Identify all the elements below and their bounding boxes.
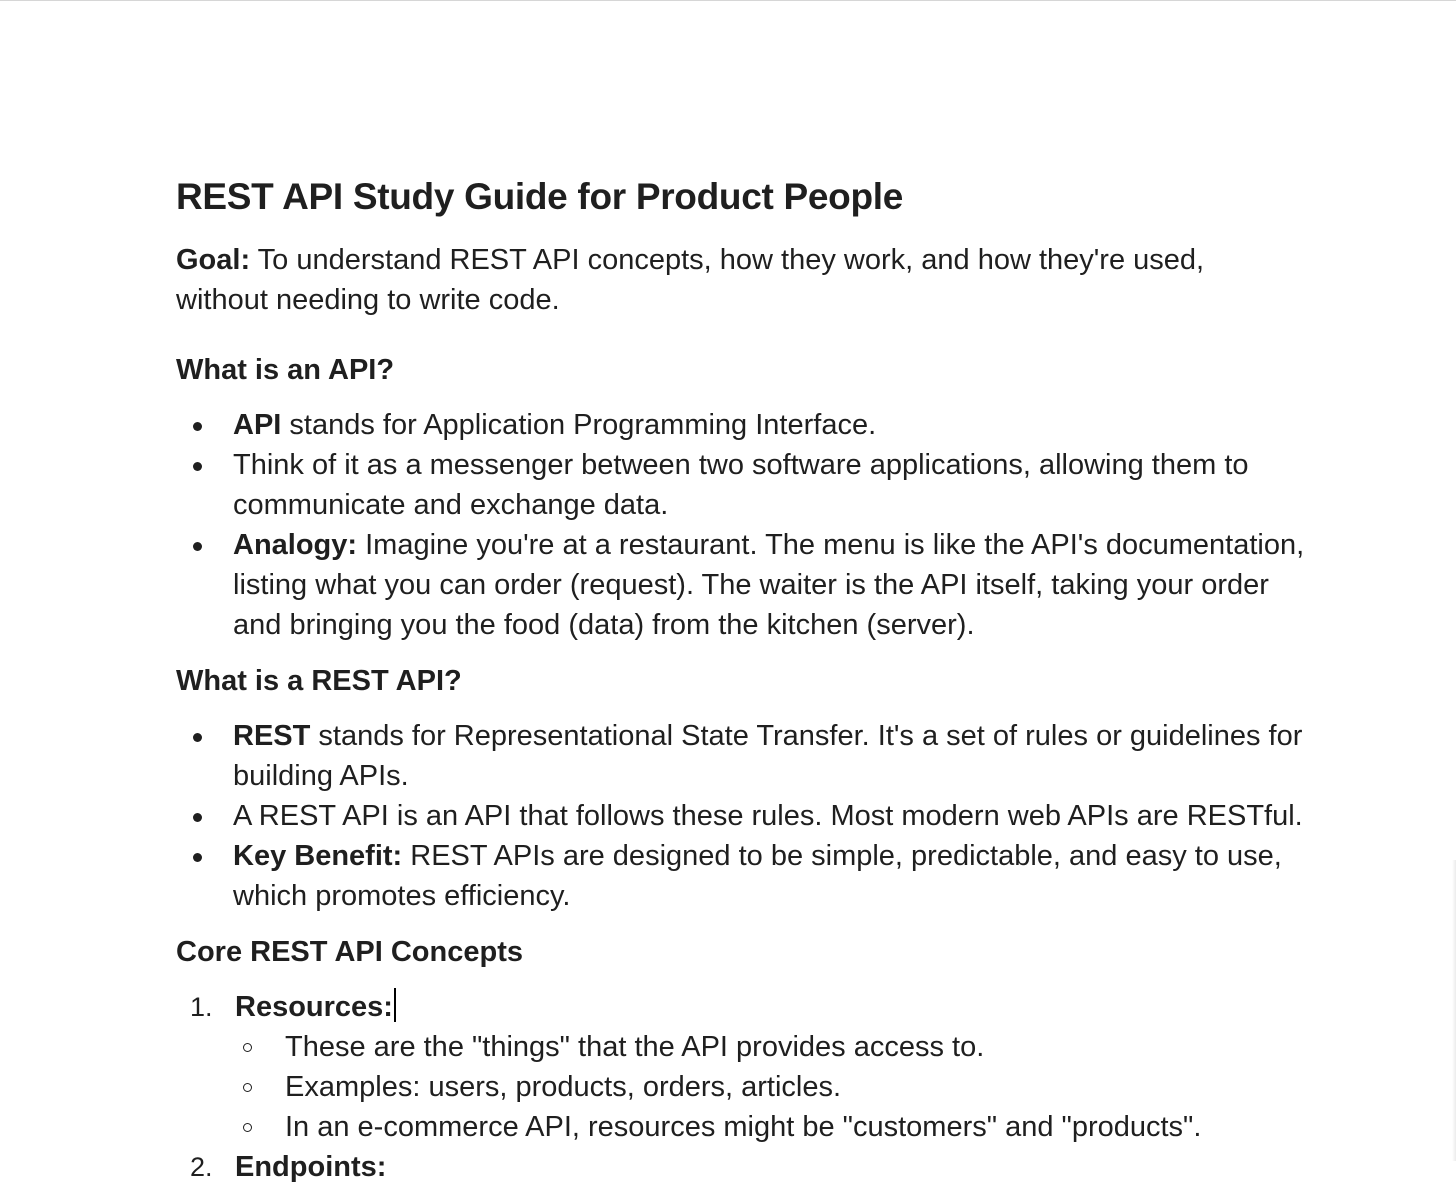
hollow-bullet-icon	[243, 1083, 252, 1092]
list-item[interactable]	[176, 525, 1316, 645]
bullet-icon	[193, 733, 202, 742]
sub-list-item[interactable]	[235, 1107, 1316, 1147]
toolbar-divider	[0, 0, 1456, 1]
list-item[interactable]	[176, 836, 1316, 916]
goal-paragraph[interactable]	[176, 240, 1276, 320]
numbered-item-endpoints[interactable]	[176, 1147, 1316, 1187]
section-heading-what-is-api[interactable]: What is an API?	[176, 354, 395, 386]
sub-list-item[interactable]	[235, 1067, 1316, 1107]
bullet-list-api	[176, 405, 1316, 645]
hollow-bullet-icon	[243, 1043, 252, 1052]
section-heading-core-concepts[interactable]: Core REST API Concepts	[176, 936, 523, 968]
item-title: Endpoints:	[235, 1151, 387, 1183]
page-edge-shadow	[1452, 860, 1456, 1161]
numbered-item-resources[interactable]	[176, 987, 1316, 1147]
bullet-bold-text: Key Benefit:	[233, 840, 403, 872]
goal-label: Goal:	[176, 244, 251, 276]
bullet-text: REST APIs are designed to be simple, predictable, and easy to use, which promotes efficiency.	[233, 840, 1282, 912]
list-number: 2.	[190, 1152, 213, 1182]
document-title[interactable]: REST API Study Guide for Product People	[176, 176, 903, 217]
bullet-bold-text: REST	[233, 720, 311, 752]
bullet-icon	[193, 542, 202, 551]
bullet-text: A REST API is an API that follows these rules. Most modern web APIs are RESTful.	[233, 800, 1303, 832]
sub-list-item[interactable]	[235, 1027, 1316, 1067]
section-heading-what-is-rest-api[interactable]: What is a REST API?	[176, 665, 462, 697]
goal-text: To understand REST API concepts, how they work, and how they're used, without needing to write code.	[176, 244, 1205, 316]
hollow-bullet-icon	[243, 1123, 252, 1132]
list-number: 1.	[190, 992, 213, 1022]
list-item[interactable]	[176, 445, 1316, 525]
list-item[interactable]	[176, 796, 1316, 836]
sub-item-text: These are the "things" that the API provides access to.	[285, 1031, 985, 1063]
bullet-icon	[193, 813, 202, 822]
item-title: Resources:	[235, 991, 393, 1023]
bullet-bold-text: Analogy:	[233, 529, 358, 561]
text-cursor	[394, 988, 396, 1022]
bullet-text: Imagine you're at a restaurant. The menu is like the API's documentation, listing what you can order (request). The waiter is the API itself, taking your order and bringing you the food (data) from the kitchen (server).	[233, 529, 1305, 641]
sub-item-text: Examples: users, products, orders, articles.	[285, 1071, 842, 1103]
bullet-icon	[193, 462, 202, 471]
sub-list	[235, 1027, 1316, 1147]
bullet-list-rest	[176, 716, 1316, 916]
bullet-icon	[193, 422, 202, 431]
list-item[interactable]	[176, 405, 1316, 445]
bullet-text: stands for Application Programming Interface.	[281, 409, 877, 441]
bullet-icon	[193, 853, 202, 862]
numbered-list-concepts	[176, 987, 1316, 1187]
bullet-text: stands for Representational State Transfer. It's a set of rules or guidelines for building APIs.	[233, 720, 1303, 792]
bullet-text: Think of it as a messenger between two software applications, allowing them to communicate and exchange data.	[233, 449, 1249, 521]
sub-item-text: In an e-commerce API, resources might be "customers" and "products".	[285, 1111, 1202, 1143]
bullet-bold-text: API	[233, 409, 282, 441]
list-item[interactable]	[176, 716, 1316, 796]
